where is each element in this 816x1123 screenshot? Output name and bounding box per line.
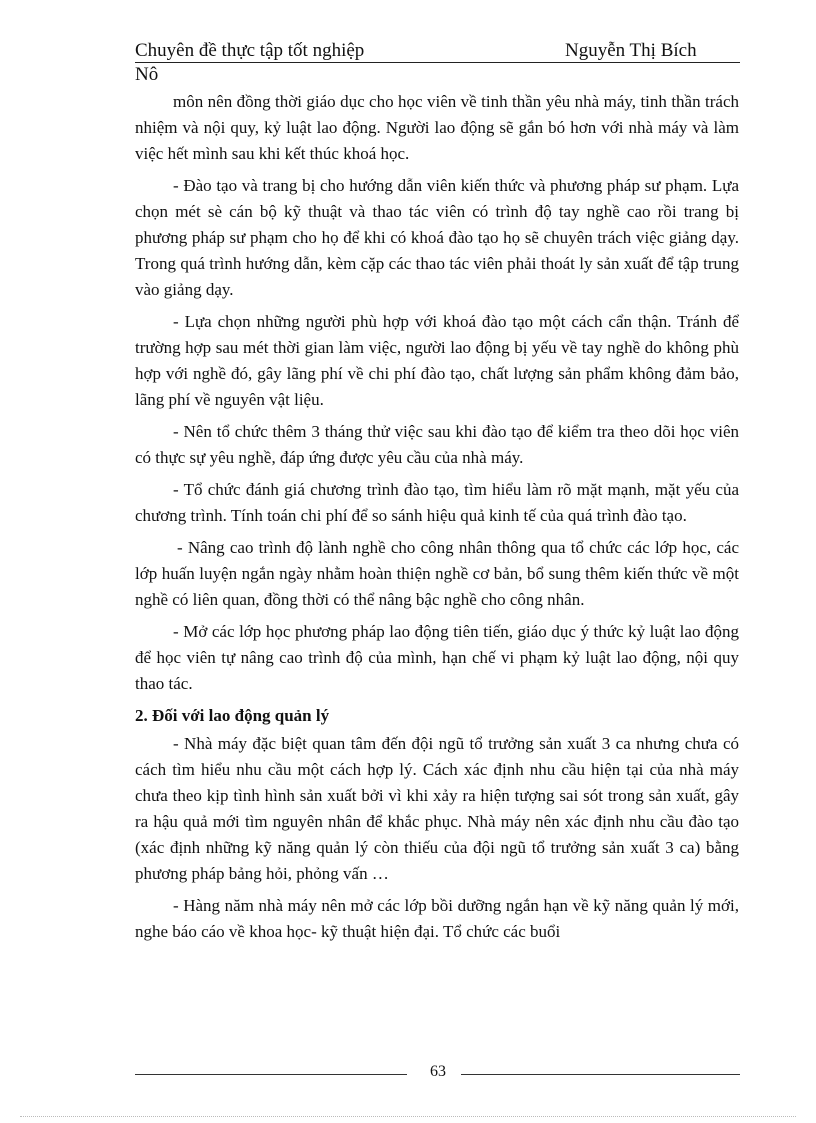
paragraph: - Lựa chọn những người phù hợp với khoá đào tạo một cách cẩn thận. Tránh để trường hợp sau mét thời gian làm việc, người lao động bị yếu về tay nghề do không phù hợp với nghề đó, gây lãng phí về chi phí đào tạo, chất lượng sản phẩm không đảm bảo, lãng phí về nguyên vật liệu. xyxy=(135,312,739,409)
paragraph: - Tổ chức đánh giá chương trình đào tạo, tìm hiểu làm rõ mặt mạnh, mặt yếu của chương trình. Tính toán chi phí để so sánh hiệu quả kinh tế của quá trình đào tạo. xyxy=(135,480,739,525)
section-heading: 2. Đối với lao động quản lý xyxy=(135,706,330,725)
page-header xyxy=(135,40,740,64)
header-author: Nguyễn Thị Bích xyxy=(565,40,697,61)
body-text xyxy=(135,89,739,951)
paragraph: - Nâng cao trình độ lành nghề cho công nhân thông qua tổ chức các lớp học, các lớp huấn luyện ngắn ngày nhằm hoàn thiện nghề cơ bản, bổ sung thêm kiến thức về một nghề có liên quan, đồng thời có thể nâng bậc nghề cho công nhân. xyxy=(135,538,739,609)
paragraph: - Nên tổ chức thêm 3 tháng thử việc sau khi đào tạo để kiểm tra theo dõi học viên có thực sự yêu nghề, đáp ứng được yêu cầu của nhà máy. xyxy=(135,422,739,467)
header-rule xyxy=(135,62,740,63)
header-author-continuation: Nô xyxy=(135,64,159,85)
page-footer xyxy=(135,1063,740,1087)
paragraph: - Đào tạo và trang bị cho hướng dẫn viên kiến thức và phương pháp sư phạm. Lựa chọn mét sè cán bộ kỹ thuật và thao tác viên có trình độ tay nghề cao rồi trang bị phương pháp sư phạm cho họ để khi có khoá đào tạo họ sẽ chuyên trách việc giảng dạy. Trong quá trình hướng dẫn, kèm cặp các thao tác viên phải thoát ly sản xuất để tập trung vào giảng dạy. xyxy=(135,176,739,299)
page-bottom-border xyxy=(20,1116,796,1117)
paragraph: - Hàng năm nhà máy nên mở các lớp bồi dưỡng ngắn hạn về kỹ năng quản lý mới, nghe báo cáo về khoa học- kỹ thuật hiện đại. Tổ chức các buổi xyxy=(135,896,739,941)
paragraph: - Nhà máy đặc biệt quan tâm đến đội ngũ tổ trưởng sản xuất 3 ca nhưng chưa có cách tìm hiểu nhu cầu một cách hợp lý. Cách xác định nhu cầu hiện tại của nhà máy chưa theo kịp tình hình sản xuất bởi vì khi xảy ra hiện tượng sai sót trong sản xuất, gây ra hậu quả mới tìm nguyên nhân để khắc phục. Nhà máy nên xác định nhu cầu đào tạo (xác định những kỹ năng quản lý còn thiếu của đội ngũ tổ trưởng sản xuất 3 ca) bằng phương pháp bảng hỏi, phỏng vấn … xyxy=(135,734,739,883)
paragraph: môn nên đồng thời giáo dục cho học viên về tinh thần yêu nhà máy, tinh thần trách nhiệm và nội quy, kỷ luật lao động. Người lao động sẽ gắn bó hơn với nhà máy và làm việc hết mình sau khi kết thúc khoá học. xyxy=(135,92,739,163)
paragraph: - Mở các lớp học phương pháp lao động tiên tiến, giáo dục ý thức kỷ luật lao động để học viên tự nâng cao trình độ của mình, hạn chế vi phạm kỷ luật lao động, nội quy thao tác. xyxy=(135,622,739,693)
footer-rule-right xyxy=(461,1074,740,1075)
header-title: Chuyên đề thực tập tốt nghiệp xyxy=(135,40,365,61)
footer-rule-left xyxy=(135,1074,407,1075)
page-number: 63 xyxy=(430,1063,446,1080)
